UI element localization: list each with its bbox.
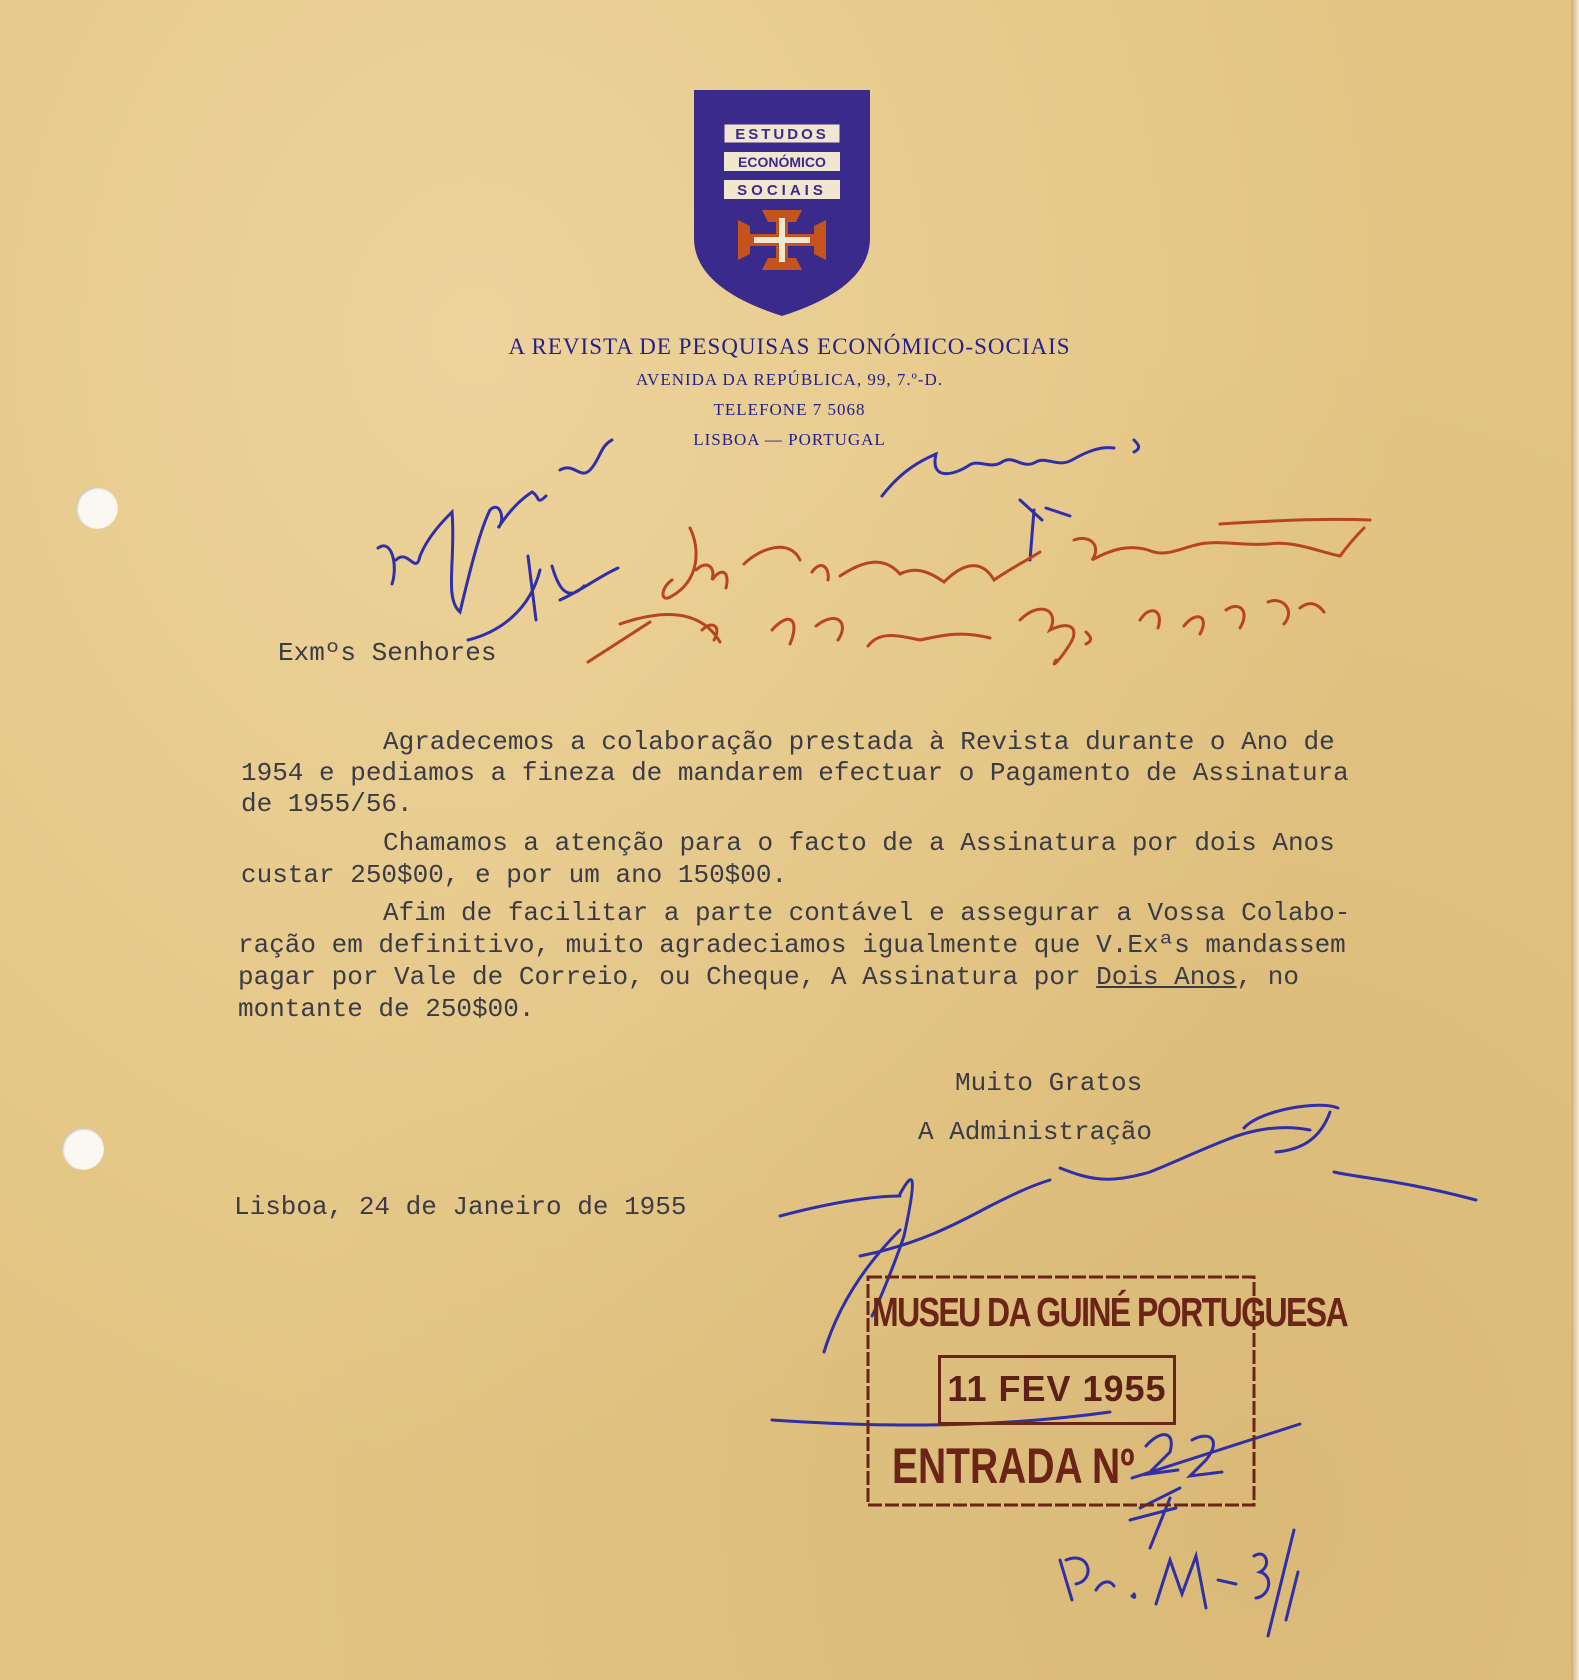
museum-receipt-stamp (866, 1275, 1348, 1509)
closing-date-line: Lisboa, 24 de Janeiro de 1955 (234, 1192, 687, 1222)
body-p3-line3-c: , no (1236, 962, 1299, 992)
logo-line-1: ESTUDOS (735, 126, 829, 143)
stamp-entry-label: ENTRADA Nº (892, 1438, 1135, 1494)
letterhead-phone: TELEFONE 7 5068 (713, 400, 866, 419)
closing-signature-title: A Administração (918, 1117, 1153, 1147)
body-p3-line3-a: pagar por Vale de Correio, ou Cheque, A Assinatura por (238, 962, 1097, 992)
stamp-date-box (938, 1355, 1176, 1425)
logo-line-3: SOCIAIS (737, 182, 827, 199)
punch-hole-top (76, 487, 118, 529)
two-years-underlined: Dois Anos (1096, 962, 1237, 992)
letterhead-address: AVENIDA DA REPÚBLICA, 99, 7.º-D. (635, 370, 944, 389)
paper-edge (1571, 0, 1579, 1680)
body-p1-line3: de 1955/56. (241, 789, 413, 819)
stamp-date: 11 FEV 1955 (947, 1368, 1167, 1409)
closing-thanks: Muito Gratos (955, 1068, 1143, 1098)
letterhead-title: A REVISTA DE PESQUISAS ECONÓMICO-SOCIAIS (508, 334, 1071, 359)
punch-hole-bottom (62, 1128, 104, 1170)
body-p3-line4: montante de 250$00. (238, 994, 535, 1024)
logo-line-2: ECONÓMICO (738, 154, 826, 170)
shield-logo (692, 88, 872, 318)
letterhead-city: LISBOA — PORTUGAL (693, 430, 886, 449)
body-p3-line1: Afim de facilitar a parte contável e assegurar a Vossa Colabo- (383, 898, 1351, 928)
body-p1-line2: 1954 e pediamos a fineza de mandarem efectuar o Pagamento de Assinatura (241, 758, 1349, 788)
salutation: Exmºs Senhores (278, 638, 497, 668)
body-p3-line3 (238, 962, 1299, 992)
body-p2-line1: Chamamos a atenção para o facto de a Assinatura por dois Anos (383, 828, 1335, 858)
body-p2-line2: custar 250$00, e por um ano 150$00. (241, 860, 788, 890)
body-p1-line1: Agradecemos a colaboração prestada à Revista durante o Ano de (383, 727, 1335, 757)
stamp-title: MUSEU DA GUINÉ PORTUGUESA (872, 1289, 1348, 1335)
body-p3-line2: ração em definitivo, muito agradeciamos igualmente que V.Exªs mandassem (238, 930, 1346, 960)
